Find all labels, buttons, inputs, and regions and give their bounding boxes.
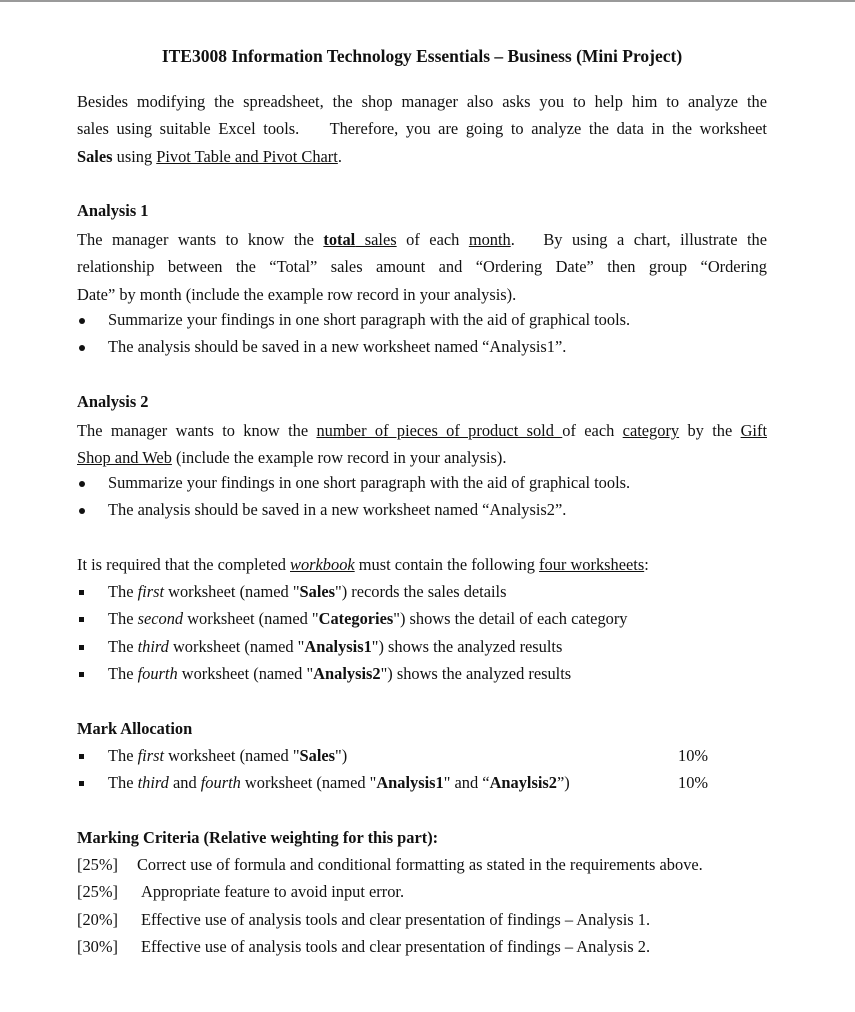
analysis2-paragraph: [77, 417, 767, 472]
criteria-weight: [25%]: [77, 855, 118, 874]
ordinal: first: [137, 746, 165, 765]
bullet-dot-icon: [79, 481, 85, 487]
text: It is required that the completed: [77, 555, 291, 574]
top-border: [0, 0, 855, 2]
text: ”): [556, 773, 570, 792]
worksheet-name: Sales: [299, 582, 336, 601]
text: worksheet (named ": [240, 773, 377, 792]
square-bullet-icon: [79, 672, 84, 677]
pieces-sold-keyword: number of pieces of product sold: [316, 421, 563, 440]
square-bullet-icon: [79, 781, 84, 786]
analysis1-paragraph: [77, 226, 767, 308]
category-keyword: category: [622, 421, 680, 440]
text: The: [108, 582, 138, 601]
criteria-text: Correct use of formula and conditional formatting as stated in the requirements above.: [137, 855, 703, 874]
text: must contain the following: [354, 555, 540, 574]
criteria-weight: [30%]: [77, 937, 118, 956]
text: and: [168, 773, 201, 792]
text: The: [108, 746, 138, 765]
worksheet-name: Analysis2: [313, 664, 381, 683]
intro-text: using: [112, 146, 157, 166]
four-worksheets-keyword: four worksheets: [539, 555, 645, 574]
text: The: [108, 773, 138, 792]
text: of each: [562, 421, 623, 440]
text: by the: [679, 421, 741, 440]
month-keyword: month: [468, 230, 511, 249]
analysis2-line-1: [77, 417, 767, 444]
criteria-weight: [25%]: [77, 882, 118, 901]
analysis1-line-1: [77, 226, 767, 253]
ordinal: second: [137, 609, 184, 628]
text: worksheet (named ": [183, 609, 319, 628]
text: ") shows the analyzed results: [371, 637, 563, 656]
intro-line-3: [77, 143, 767, 170]
sales-keyword: sales: [355, 230, 397, 249]
ordinal: fourth: [200, 773, 241, 792]
mark-percentage: 10%: [678, 773, 709, 792]
ordinal: first: [137, 582, 165, 601]
worksheet-name: Analysis1: [376, 773, 444, 792]
criteria-weight: [20%]: [77, 910, 118, 929]
intro-paragraph: [77, 88, 767, 170]
criteria-text: Effective use of analysis tools and clear presentation of findings – Analysis 2.: [141, 937, 651, 956]
text: worksheet (named ": [168, 637, 305, 656]
text: worksheet (named ": [164, 746, 300, 765]
bullet-dot-icon: [79, 318, 85, 324]
text: ") shows the analyzed results: [380, 664, 572, 683]
mark-allocation-heading: Mark Allocation: [77, 719, 193, 738]
ordinal: third: [137, 637, 169, 656]
analysis2-heading: Analysis 2: [77, 392, 149, 411]
worksheet-name: Anaylsis2: [489, 773, 557, 792]
square-bullet-icon: [79, 617, 84, 622]
text: ") shows the detail of each category: [393, 609, 628, 628]
marking-criteria-heading: Marking Criteria (Relative weighting for this part):: [77, 828, 439, 847]
intro-period: .: [337, 146, 342, 166]
analysis1-line-3: Date” by month (include the example row record in your analysis).: [77, 284, 517, 304]
text: The: [108, 664, 138, 683]
bullet-text: Summarize your findings in one short paragraph with the aid of graphical tools.: [108, 310, 631, 329]
requirements-intro: [77, 555, 767, 575]
text: :: [644, 555, 649, 574]
worksheet-name: Analysis1: [304, 637, 372, 656]
analysis2-line-2: [77, 444, 767, 471]
square-bullet-icon: [79, 754, 84, 759]
text: The: [108, 637, 138, 656]
document-title: ITE3008 Information Technology Essentials – Business (Mini Project): [161, 46, 683, 66]
worksheet-name: Categories: [318, 609, 394, 628]
bullet-dot-icon: [79, 345, 85, 351]
text: (include the example row record in your analysis).: [171, 448, 507, 468]
analysis1-heading: Analysis 1: [77, 201, 149, 220]
ordinal: third: [137, 773, 169, 792]
text: worksheet (named ": [164, 582, 300, 601]
bullet-text: Summarize your findings in one short paragraph with the aid of graphical tools.: [108, 473, 631, 492]
square-bullet-icon: [79, 590, 84, 595]
analysis1-line-2: relationship between the “Total” sales amount and “Ordering Date” then group “Ordering: [77, 257, 767, 277]
text: " and “: [443, 773, 490, 792]
square-bullet-icon: [79, 645, 84, 650]
bullet-dot-icon: [79, 508, 85, 514]
text: . By using a chart, illustrate the: [510, 230, 768, 249]
criteria-text: Effective use of analysis tools and clear presentation of findings – Analysis 1.: [141, 910, 651, 929]
intro-line-2: sales using suitable Excel tools. Therefore, you are going to analyze the data in the worksheet: [77, 119, 767, 139]
bullet-text: The analysis should be saved in a new worksheet named “Analysis2”.: [108, 500, 567, 519]
text: of each: [396, 230, 469, 249]
text: The manager wants to know the: [77, 230, 324, 249]
text: ") records the sales details: [335, 582, 507, 601]
criteria-text: Appropriate feature to avoid input error.: [141, 882, 405, 901]
text: The manager wants to know the: [77, 421, 317, 440]
workbook-keyword: workbook: [290, 555, 355, 574]
gift-keyword: Gift: [740, 421, 767, 440]
bullet-text: The analysis should be saved in a new worksheet named “Analysis1”.: [108, 337, 567, 356]
text: worksheet (named ": [177, 664, 314, 683]
text: "): [335, 746, 348, 765]
worksheet-name: Sales: [299, 746, 336, 765]
mark-percentage: 10%: [678, 746, 709, 765]
intro-line-1: Besides modifying the spreadsheet, the shop manager also asks you to help him to analyze the: [77, 92, 767, 111]
ordinal: fourth: [137, 664, 178, 683]
text: The: [108, 609, 138, 628]
sales-keyword: Sales: [77, 146, 113, 166]
shop-and-web-keyword: Shop and Web: [77, 448, 172, 468]
total-keyword: total: [323, 230, 356, 249]
pivot-table-link-text: Pivot Table and Pivot Chart: [156, 146, 338, 166]
